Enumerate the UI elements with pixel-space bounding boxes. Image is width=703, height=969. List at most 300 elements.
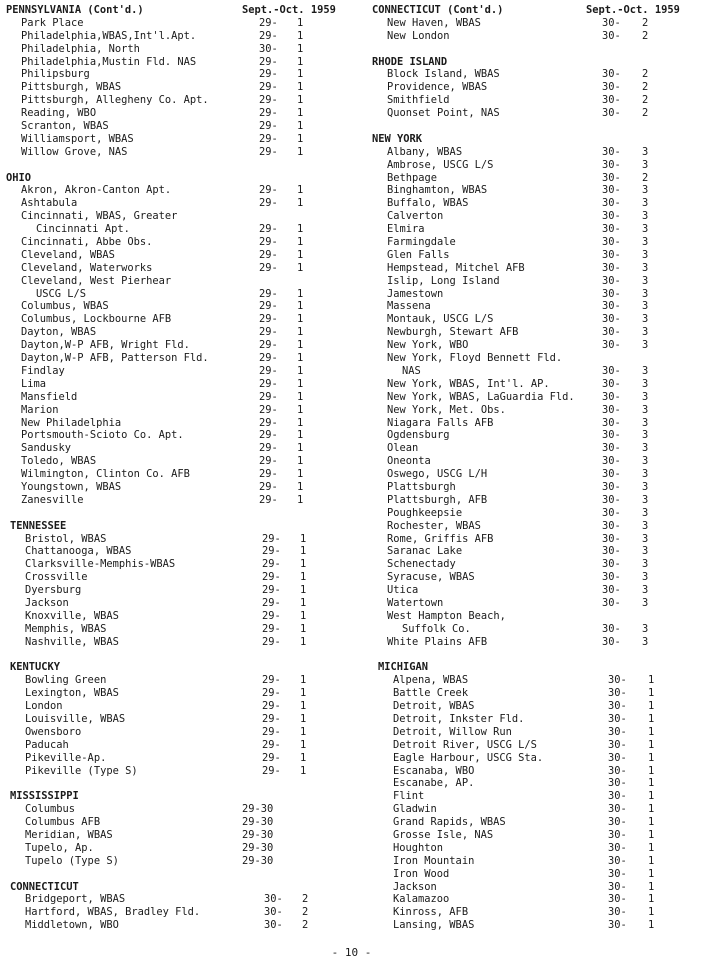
date-symbol: 3 [642,519,649,532]
station-row [372,816,700,829]
station-row [372,417,700,430]
station-name: Bowling Green [25,674,107,687]
station-row [6,81,356,94]
station-row [372,571,700,584]
date-symbol: 1 [300,532,307,545]
date-symbol: 1 [297,16,304,29]
station-name: Montauk, USCG L/S [387,313,494,326]
state-name: PENNSYLVANIA (Cont'd.) [6,4,144,16]
station-name: Paducah [25,738,69,751]
state-name: OHIO [6,171,32,184]
station-row [372,494,700,507]
state-name: NEW YORK [372,132,423,145]
station-name: Williamsport, WBAS [21,132,134,145]
date-range: 29-30 [242,829,274,841]
station-row [372,262,700,275]
date-code: 30- [264,893,283,906]
date-symbol: 1 [297,455,304,468]
date-symbol: 2 [642,94,649,107]
date-code: 30- [602,571,621,584]
station-row [6,43,356,56]
station-row [372,146,700,159]
station-name: Watertown [387,596,444,609]
station-name: Portsmouth-Scioto Co. Apt. [21,429,184,442]
date-code: 30- [608,841,627,854]
date-symbol: 1 [300,635,307,648]
date-symbol: 3 [642,429,649,442]
date-code: 30- [608,919,627,932]
date-code: 29- [259,16,278,29]
station-name: Dayton, WBAS [21,326,97,339]
state-section [372,43,700,120]
date-symbol: 3 [642,364,649,377]
date-symbol: 1 [648,712,655,725]
station-name: Utica [387,584,419,597]
station-row [6,120,356,133]
station-row [6,584,356,597]
station-row [372,777,700,790]
station-row [6,107,356,120]
station-name: Ambrose, USCG L/S [387,158,494,171]
date-code: 30- [602,158,621,171]
station-row [6,146,356,159]
station-row [372,197,700,210]
station-name: Pittsburgh, Allegheny Co. Apt. [21,94,209,107]
station-name: Escanabe, AP. [393,777,475,790]
date-symbol: 3 [642,313,649,326]
date-code: 29- [262,674,281,687]
station-row [6,288,356,301]
station-row [6,223,356,236]
date-symbol: 1 [648,867,655,880]
date-code: 30- [602,390,621,403]
station-row [372,881,700,894]
date-symbol: 1 [648,906,655,919]
station-name: Cleveland, WBAS [21,248,115,261]
station-name: Bridgeport, WBAS [25,893,126,906]
date-code: 30- [608,790,627,803]
state-section [6,777,356,867]
date-code: 30- [608,712,627,725]
date-code: 29- [259,313,278,326]
station-name: Calverton [387,210,444,223]
station-row [372,210,700,223]
station-row [6,313,356,326]
date-symbol: 1 [300,764,307,777]
date-symbol: 3 [642,390,649,403]
station-name: New York, Floyd Bennett Fld. [387,352,563,365]
date-code: 30- [602,339,621,352]
station-name: Philadelphia,WBAS,Int'l.Apt. [21,29,197,42]
station-name: Alpena, WBAS [393,674,469,687]
station-row [372,739,700,752]
station-row [372,829,700,842]
date-code: 29- [259,94,278,107]
station-name: Findlay [21,364,65,377]
date-code: 30- [602,184,621,197]
station-row [372,288,700,301]
date-symbol: 1 [297,300,304,313]
station-name: Binghamton, WBAS [387,184,488,197]
state-heading [10,520,356,533]
station-row [372,790,700,803]
date-symbol: 1 [297,248,304,261]
station-row [6,417,356,430]
date-code: 29- [259,132,278,145]
section-gap [6,777,356,790]
station-name: Cincinnati Apt. [36,223,130,236]
date-code: 29- [262,738,281,751]
date-symbol: 1 [300,751,307,764]
date-code: 30- [602,403,621,416]
station-row [6,339,356,352]
date-symbol: 1 [297,339,304,352]
date-symbol: 1 [297,403,304,416]
date-code: 29- [259,416,278,429]
station-name: Pikeville-Ap. [25,751,107,764]
date-symbol: 3 [642,261,649,274]
date-code: 29- [259,81,278,94]
date-code: 29- [259,339,278,352]
station-row [6,726,356,739]
station-row [6,249,356,262]
station-name: Detroit, Inkster Fld. [393,712,525,725]
date-symbol: 1 [297,184,304,197]
station-row [6,468,356,481]
station-row [6,275,356,288]
state-name: MICHIGAN [378,661,429,674]
date-symbol: 2 [642,68,649,81]
date-symbol: 1 [297,55,304,68]
date-symbol: 3 [642,480,649,493]
section-gap [6,507,356,520]
date-symbol: 1 [297,120,304,133]
date-symbol: 3 [642,622,649,635]
station-name: Eagle Harbour, USCG Sta. [393,751,544,764]
date-column-label: Sept.-Oct. 1959 [242,4,336,16]
state-heading [10,881,356,894]
state-heading [6,172,356,185]
date-code: 30- [602,326,621,339]
station-row [372,313,700,326]
station-row [6,494,356,507]
date-symbol: 1 [297,107,304,120]
state-name: TENNESSEE [10,519,67,532]
date-symbol: 1 [300,700,307,713]
date-symbol: 1 [648,764,655,777]
date-symbol: 1 [648,725,655,738]
date-code: 30- [608,725,627,738]
station-name: West Hampton Beach, [387,609,506,622]
date-symbol: 1 [297,377,304,390]
station-name: Middletown, WBO [25,919,119,932]
station-name: New Philadelphia [21,416,122,429]
station-name: Scranton, WBAS [21,120,109,133]
station-name: Block Island, WBAS [387,68,500,81]
station-name: New York, Met. Obs. [387,403,506,416]
station-row [372,81,700,94]
date-range: 29-30 [242,816,274,829]
station-name: Reading, WBO [21,107,97,120]
station-name: Mansfield [21,390,78,403]
state-heading [6,4,356,17]
date-symbol: 2 [642,16,649,29]
station-row [372,300,700,313]
date-code: 30- [608,751,627,764]
date-code: 30- [608,700,627,713]
state-section [372,649,700,933]
station-name: Knoxville, WBAS [25,609,119,622]
date-symbol: 3 [642,584,649,597]
date-symbol: 1 [297,94,304,107]
date-code: 29- [259,455,278,468]
station-name: Nashville, WBAS [25,635,119,648]
date-code: 30- [602,248,621,261]
station-row [372,520,700,533]
station-row [6,919,356,932]
date-symbol: 3 [642,158,649,171]
station-name: Suffolk Co. [402,622,471,635]
date-code: 30- [602,455,621,468]
date-code: 29- [259,364,278,377]
station-name: Park Place [21,16,84,29]
date-code: 29- [262,545,281,558]
date-code: 29- [259,390,278,403]
station-row [6,636,356,649]
date-code: 30- [602,16,621,29]
station-name: Flint [393,790,425,803]
station-name: Wilmington, Clinton Co. AFB [21,468,190,481]
date-symbol: 1 [297,223,304,236]
station-name: Meridian, WBAS [25,829,113,841]
date-code: 29- [259,55,278,68]
date-symbol: 1 [648,829,655,841]
station-name: Memphis, WBAS [25,622,107,635]
station-name: Philadelphia,Mustin Fld. NAS [21,55,197,68]
date-code: 29- [259,68,278,81]
date-code: 30- [602,300,621,313]
station-name: Newburgh, Stewart AFB [387,326,519,339]
station-name: Smithfield [387,94,450,107]
station-row [372,365,700,378]
station-row [6,352,356,365]
date-symbol: 1 [300,584,307,597]
section-gap [6,649,356,662]
date-code: 29- [259,145,278,158]
station-row [6,623,356,636]
station-row [6,816,356,829]
date-symbol: 1 [648,751,655,764]
station-name: Massena [387,300,431,313]
station-name: Detroit River, USCG L/S [393,738,537,751]
state-heading [378,661,700,674]
date-code: 30- [602,596,621,609]
date-symbol: 1 [300,712,307,725]
station-row [372,378,700,391]
station-row [372,765,700,778]
station-row [372,533,700,546]
station-row [6,906,356,919]
date-symbol: 1 [300,609,307,622]
station-name: Houghton [393,841,444,854]
station-row [6,597,356,610]
date-code: 29- [259,429,278,442]
station-row [372,352,700,365]
station-row [6,893,356,906]
section-gap [372,43,700,56]
date-code: 30- [602,442,621,455]
state-heading [10,790,356,803]
date-symbol: 3 [642,532,649,545]
station-name: Clarksville-Memphis-WBAS [25,558,176,571]
date-symbol: 3 [642,596,649,609]
station-name: Farmingdale [387,236,456,249]
station-name: New York, WBO [387,339,469,352]
station-row [372,803,700,816]
station-name: Marion [21,403,59,416]
date-symbol: 3 [642,545,649,558]
station-name: Columbus [25,803,76,816]
station-name: Rome, Griffis AFB [387,532,494,545]
date-code: 30- [602,480,621,493]
station-name: New Haven, WBAS [387,16,481,29]
station-name: Ogdensburg [387,429,450,442]
date-code: 29- [259,197,278,210]
state-heading [10,661,356,674]
station-row [372,558,700,571]
station-name: Sandusky [21,442,72,455]
date-code: 30- [602,506,621,519]
date-code: 29- [259,300,278,313]
station-row [6,236,356,249]
station-row [6,94,356,107]
station-row [6,752,356,765]
station-name: Owensboro [25,725,82,738]
date-symbol: 1 [297,442,304,455]
date-symbol: 1 [297,364,304,377]
station-row [372,468,700,481]
date-code: 30- [602,223,621,236]
station-row [372,481,700,494]
state-section [6,868,356,932]
station-name: Cincinnati, Abbe Obs. [21,236,153,249]
station-row [6,571,356,584]
station-row [6,713,356,726]
station-row [6,455,356,468]
date-symbol: 3 [642,184,649,197]
date-code: 30- [608,829,627,841]
station-name: Detroit, Willow Run [393,725,512,738]
date-symbol: 3 [642,287,649,300]
date-code: 29- [259,120,278,133]
date-code: 30- [608,687,627,700]
station-row [6,391,356,404]
date-code: 30- [602,210,621,223]
station-name: Jackson [393,880,437,893]
station-name: Escanaba, WBO [393,764,475,777]
date-range: 29-30 [242,803,274,816]
date-code: 30- [602,81,621,94]
station-name: Buffalo, WBAS [387,197,469,210]
date-code: 29- [262,635,281,648]
date-code: 30- [608,906,627,919]
date-code: 29- [259,287,278,300]
station-row [6,765,356,778]
station-name: Gladwin [393,803,437,816]
station-row [6,533,356,546]
date-code: 29- [262,751,281,764]
date-code: 30- [608,816,627,829]
date-code: 30- [602,107,621,120]
station-name: Schenectady [387,558,456,571]
state-name: RHODE ISLAND [372,55,448,68]
date-symbol: 3 [642,210,649,223]
date-symbol: 1 [297,429,304,442]
date-symbol: 1 [297,132,304,145]
station-name: Columbus, WBAS [21,300,109,313]
date-code: 29- [259,29,278,42]
date-code: 29- [262,622,281,635]
state-name: MISSISSIPPI [10,790,79,803]
left-column [6,4,356,932]
date-code: 29- [262,764,281,777]
date-symbol: 1 [300,674,307,687]
station-row [6,610,356,623]
date-symbol: 1 [648,854,655,867]
station-name: Islip, Long Island [387,274,500,287]
station-name: Cincinnati, WBAS, Greater [21,210,178,223]
date-code: 30- [602,171,621,184]
station-row [372,507,700,520]
date-code: 29- [259,261,278,274]
date-code: 29- [259,248,278,261]
station-name: Grand Rapids, WBAS [393,816,506,829]
date-code: 29- [259,480,278,493]
date-symbol: 1 [648,777,655,790]
station-name: Syracuse, WBAS [387,571,475,584]
state-name: CONNECTICUT [10,880,79,893]
date-symbol: 1 [648,816,655,829]
station-row [6,262,356,275]
date-code: 30- [602,197,621,210]
date-code: 30- [602,236,621,249]
date-code: 30- [602,429,621,442]
date-code: 30- [602,558,621,571]
station-name: Philadelphia, North [21,42,140,55]
station-name: Akron, Akron-Canton Apt. [21,184,172,197]
date-code: 29- [259,468,278,481]
station-name: Detroit, WBAS [393,700,475,713]
date-symbol: 1 [297,236,304,249]
date-code: 30- [264,906,283,919]
date-code: 30- [264,919,283,932]
date-code: 30- [602,287,621,300]
station-name: NAS [402,364,421,377]
station-row [6,17,356,30]
date-code: 30- [602,313,621,326]
station-row [372,584,700,597]
station-row [6,404,356,417]
station-name: Hartford, WBAS, Bradley Fld. [25,906,201,919]
station-row [6,56,356,69]
state-heading [372,4,700,17]
date-symbol: 2 [642,81,649,94]
station-name: Youngstown, WBAS [21,480,122,493]
station-name: Plattsburgh, AFB [387,493,488,506]
station-name: Crossville [25,571,88,584]
station-row [372,842,700,855]
station-row [6,326,356,339]
